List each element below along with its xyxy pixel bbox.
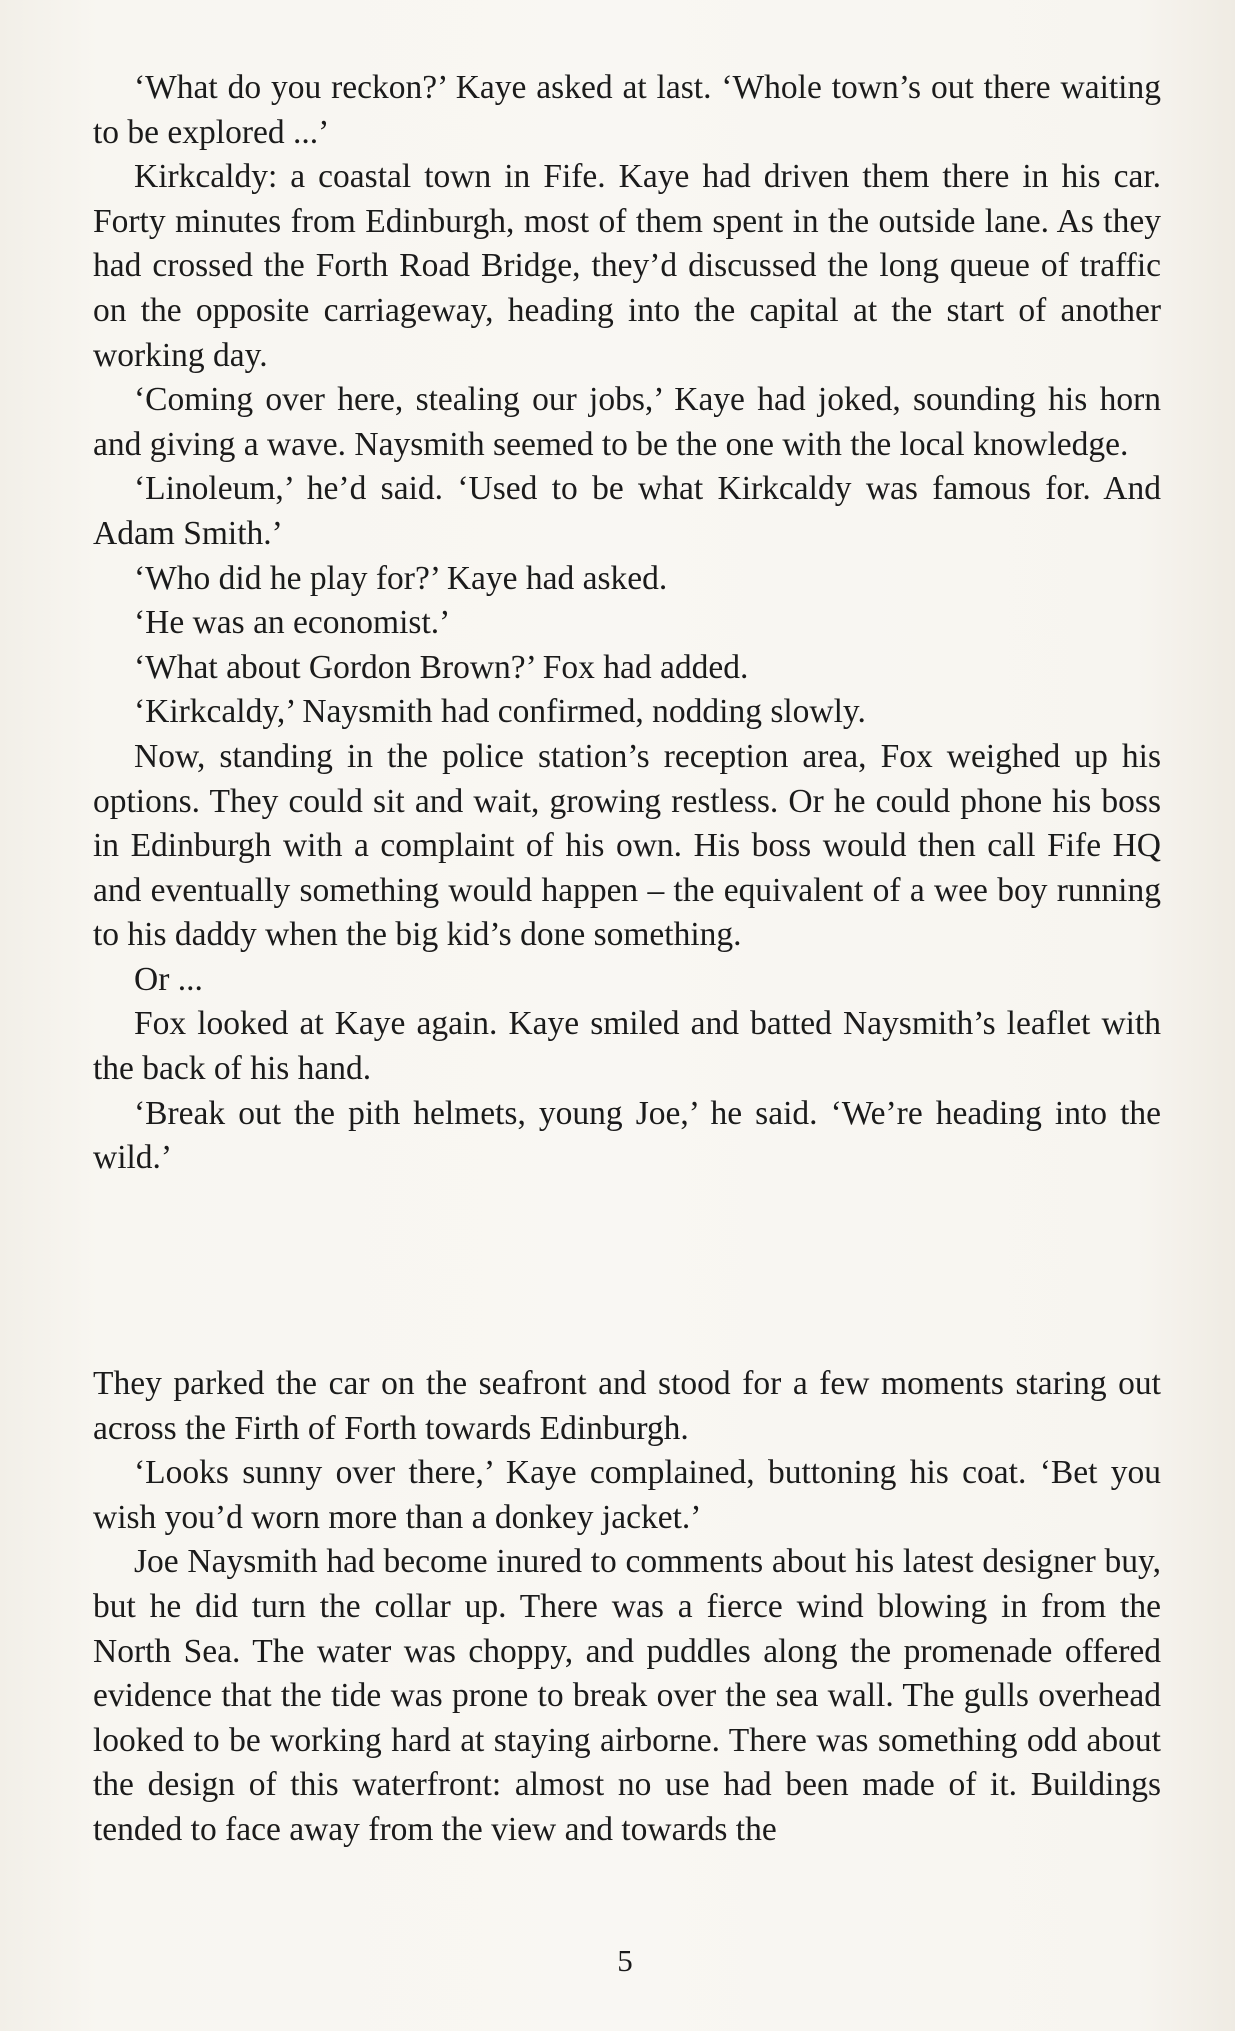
paragraph: They parked the car on the seafront and stood for a few moments staring out across the Firth of Forth towards Edinburgh. xyxy=(93,1365,1161,1447)
paragraph: ‘Linoleum,’ he’d said. ‘Used to be what Kirkcaldy was famous for. And Adam Smith.’ xyxy=(93,470,1161,552)
paragraph: ‘Kirkcaldy,’ Naysmith had confirmed, nodding slowly. xyxy=(134,693,866,731)
paragraph: ‘He was an economist.’ xyxy=(134,604,451,642)
paragraph: Fox looked at Kaye again. Kaye smiled and batted Naysmith’s leaflet with the back of his hand. xyxy=(93,1005,1161,1088)
paragraph: ‘Break out the pith helmets, young Joe,’ he said. ‘We’re heading into the wild.’ xyxy=(93,1094,1161,1177)
paragraph: ‘What about Gordon Brown?’ Fox had added. xyxy=(134,648,749,686)
paragraph: ‘What do you reckon?’ Kaye asked at last. ‘Whole town’s out there waiting to be explored ...’ xyxy=(93,69,1161,151)
paragraph: Now, standing in the police station’s reception area, Fox weighed up his options. They could sit and wait, growing restless. Or he could phone his boss in Edinburgh with a complaint of his own. His boss would then call Fife HQ and eventually something would happen – the equivalent of a wee boy running to his daddy when the big kid’s done something. xyxy=(93,737,1161,954)
paragraph: ‘Looks sunny over there,’ Kaye complained, buttoning his coat. ‘Bet you wish you’d worn more than a donkey jacket.’ xyxy=(93,1454,1161,1536)
paragraph: ‘Coming over here, stealing our jobs,’ Kaye had joked, sounding his horn and giving a wave. Naysmith seemed to be the one with the local knowledge. xyxy=(93,381,1161,463)
paragraph: Or ... xyxy=(134,960,203,998)
paragraph: Joe Naysmith had become inured to comments about his latest designer buy, but he did turn the collar up. There was a fierce wind blowing in from the North Sea. The water was choppy, and puddles along the promenade offered evidence that the tide was prone to break over the sea wall. The gulls overhead looked to be working hard at staying airborne. There was something odd about the design of this waterfront: almost no use had been made of it. Buildings tended to face away from the view and towards the xyxy=(93,1543,1161,1848)
page-number: 5 xyxy=(617,1943,633,1978)
text-section-2 xyxy=(93,1362,1161,1853)
text-section-1 xyxy=(93,66,1161,1181)
paragraph: ‘Who did he play for?’ Kaye had asked. xyxy=(134,559,668,597)
paragraph: Kirkcaldy: a coastal town in Fife. Kaye had driven them there in his car. Forty minutes from Edinburgh, most of them spent in the outside lane. As they had crossed the Forth Road Bridge, they’d discussed the long queue of traffic on the opposite carriageway, heading into the capital at the start of another working day. xyxy=(93,158,1161,374)
